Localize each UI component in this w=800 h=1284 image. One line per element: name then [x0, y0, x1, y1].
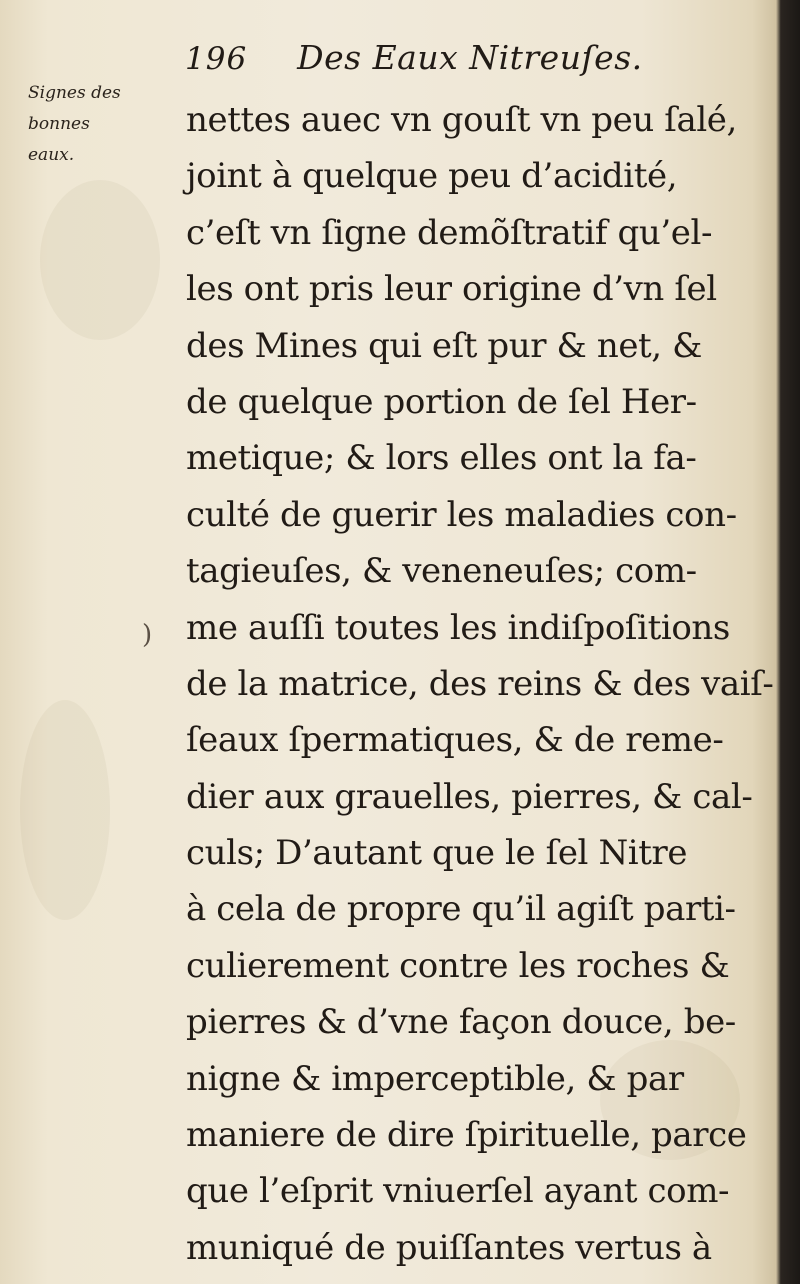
text-line: culierement contre les roches & — [186, 945, 730, 986]
text-line: de la matrice, des reins & des vaiſ- — [186, 663, 774, 704]
page-number: 196 — [185, 41, 248, 77]
text-line: tagieuſes, & veneneuſes; com- — [186, 551, 697, 592]
text-line: metique; & lors elles ont la fa- — [186, 438, 697, 479]
text-line: ſeaux ſpermatiques, & de reme- — [186, 720, 724, 761]
text-line: les ont pris leur origine d’vn ſel — [186, 269, 717, 310]
text-line: joint à quelque peu d’acidité, — [186, 156, 678, 197]
text-line: pierres & d’vne façon douce, be- — [186, 1002, 736, 1043]
text-line: de quelque portion de ſel Her- — [186, 381, 697, 422]
paper-stain — [40, 180, 160, 340]
text-line: nettes auec vn gouſt vn peu ſalé, — [186, 100, 737, 140]
body-text — [186, 92, 774, 1276]
text-line: que l’eſprit vniuerſel ayant com- — [186, 1171, 730, 1212]
text-line: me auſſi toutes les indiſpoſitions — [186, 607, 730, 648]
text-line: muniqué de puiſſantes vertus à — [186, 1227, 712, 1268]
text-line: c’eſt vn ſigne demõſtratif qu’el- — [186, 212, 713, 253]
page-header — [185, 38, 775, 90]
marginal-note-line: eaux. — [28, 145, 75, 165]
marginal-note-line: Signes des — [28, 83, 121, 103]
running-title: Des Eaux Nitreuſes. — [297, 38, 643, 77]
paper-stain — [20, 700, 110, 920]
text-line: des Mines qui eſt pur & net, & — [186, 325, 702, 366]
text-line: nigne & imperceptible, & par — [186, 1058, 684, 1099]
text-line: culs; D’autant que le ſel Nitre — [186, 833, 688, 874]
text-line: dier aux grauelles, pierres, & cal- — [186, 776, 753, 817]
marginal-note — [28, 78, 178, 171]
text-line: culté de guerir les maladies con- — [186, 494, 737, 535]
margin-bracket-mark: ) — [142, 620, 153, 650]
text-line: maniere de dire ſpirituelle, parce — [186, 1115, 747, 1156]
marginal-note-line: bonnes — [28, 114, 90, 134]
text-line: à cela de propre qu’il agiſt parti- — [186, 889, 736, 930]
